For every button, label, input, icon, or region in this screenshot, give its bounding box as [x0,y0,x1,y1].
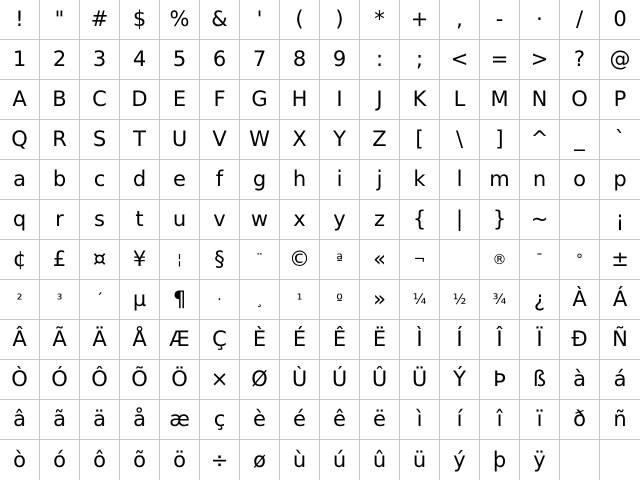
glyph-cell[interactable]: 5 [160,40,200,80]
glyph-cell[interactable]: ¢ [0,240,40,280]
glyph-cell[interactable]: ù [280,440,320,480]
glyph-cell[interactable]: ¼ [400,280,440,320]
glyph-cell[interactable]: i [320,160,360,200]
glyph-cell[interactable]: á [600,360,640,400]
glyph-cell[interactable]: ß [520,360,560,400]
glyph-cell[interactable]: ñ [600,400,640,440]
glyph-cell[interactable]: æ [160,400,200,440]
glyph-cell[interactable]: H [280,80,320,120]
glyph-cell[interactable]: Z [360,120,400,160]
glyph-cell[interactable]: u [160,200,200,240]
glyph-cell[interactable]: ° [560,240,600,280]
glyph-cell[interactable]: õ [120,440,160,480]
glyph-cell[interactable]: S [80,120,120,160]
glyph-cell[interactable]: Í [440,320,480,360]
glyph-cell[interactable]: ô [80,440,120,480]
glyph-cell[interactable]: è [240,400,280,440]
glyph-cell[interactable]: ¤ [80,240,120,280]
glyph-cell[interactable]: × [200,360,240,400]
glyph-cell[interactable]: ¾ [480,280,520,320]
glyph-cell[interactable]: ¡ [600,200,640,240]
glyph-cell[interactable]: ¶ [160,280,200,320]
glyph-cell[interactable]: Ù [280,360,320,400]
glyph-cell[interactable]: 4 [120,40,160,80]
glyph-cell[interactable]: r [40,200,80,240]
glyph-cell[interactable]: ¨ [240,240,280,280]
glyph-cell[interactable]: Ç [200,320,240,360]
glyph-cell[interactable]: ê [320,400,360,440]
glyph-cell[interactable]: ò [0,440,40,480]
glyph-cell[interactable]: V [200,120,240,160]
glyph-cell[interactable]: y [320,200,360,240]
glyph-cell[interactable]: ý [440,440,480,480]
glyph-cell[interactable]: Ý [440,360,480,400]
glyph-cell[interactable]: F [200,80,240,120]
glyph-cell[interactable]: - [480,0,520,40]
glyph-cell[interactable]: ì [400,400,440,440]
glyph-cell[interactable]: 1 [0,40,40,80]
glyph-cell[interactable]: | [440,200,480,240]
glyph-cell[interactable]: Ñ [600,320,640,360]
glyph-cell[interactable]: > [520,40,560,80]
glyph-cell[interactable]: Ü [400,360,440,400]
glyph-cell[interactable]: ® [480,240,520,280]
glyph-cell[interactable]: ø [240,440,280,480]
glyph-cell[interactable]: Ø [240,360,280,400]
glyph-cell[interactable]: É [280,320,320,360]
glyph-cell[interactable]: h [280,160,320,200]
glyph-cell[interactable]: Ô [80,360,120,400]
glyph-cell[interactable]: Ï [520,320,560,360]
glyph-cell[interactable]: A [0,80,40,120]
glyph-cell[interactable]: « [360,240,400,280]
glyph-cell[interactable] [560,200,600,240]
glyph-cell[interactable]: í [440,400,480,440]
glyph-cell[interactable]: N [520,80,560,120]
glyph-cell[interactable]: o [560,160,600,200]
glyph-cell[interactable]: ` [600,120,640,160]
glyph-cell[interactable]: ; [400,40,440,80]
glyph-cell[interactable]: z [360,200,400,240]
glyph-cell[interactable]: f [200,160,240,200]
glyph-cell[interactable]: = [480,40,520,80]
glyph-cell[interactable]: ¸ [240,280,280,320]
glyph-cell[interactable]: Û [360,360,400,400]
glyph-cell[interactable]: ¬ [400,240,440,280]
glyph-cell[interactable]: c [80,160,120,200]
glyph-cell[interactable]: l [440,160,480,200]
glyph-cell[interactable]: ð [560,400,600,440]
glyph-cell[interactable]: Ã [40,320,80,360]
glyph-cell[interactable]: ¥ [120,240,160,280]
glyph-cell[interactable]: ï [520,400,560,440]
glyph-cell[interactable]: + [400,0,440,40]
glyph-cell[interactable]: Ö [160,360,200,400]
glyph-cell[interactable]: 7 [240,40,280,80]
glyph-cell[interactable]: I [320,80,360,120]
glyph-cell[interactable]: ³ [40,280,80,320]
glyph-cell[interactable]: _ [560,120,600,160]
glyph-cell[interactable]: © [280,240,320,280]
glyph-cell[interactable]: · [200,280,240,320]
glyph-cell[interactable]: 8 [280,40,320,80]
glyph-cell[interactable]: 6 [200,40,240,80]
glyph-cell[interactable]: ! [0,0,40,40]
glyph-cell[interactable]: : [360,40,400,80]
glyph-cell[interactable]: P [600,80,640,120]
glyph-cell[interactable]: x [280,200,320,240]
glyph-cell[interactable]: $ [120,0,160,40]
glyph-cell[interactable]: ç [200,400,240,440]
glyph-cell[interactable]: 9 [320,40,360,80]
glyph-cell[interactable]: ë [360,400,400,440]
glyph-cell[interactable]: ? [560,40,600,80]
glyph-cell[interactable]: û [360,440,400,480]
glyph-cell[interactable]: Î [480,320,520,360]
glyph-cell[interactable]: ¹ [280,280,320,320]
glyph-cell[interactable]: * [360,0,400,40]
glyph-cell[interactable]: ú [320,440,360,480]
glyph-cell[interactable]: E [160,80,200,120]
glyph-cell[interactable]: K [400,80,440,120]
glyph-cell[interactable]: G [240,80,280,120]
glyph-cell[interactable]: Ì [400,320,440,360]
glyph-cell[interactable]: £ [40,240,80,280]
glyph-cell[interactable]: ^ [520,120,560,160]
glyph-cell[interactable]: ä [80,400,120,440]
glyph-cell[interactable]: , [440,0,480,40]
glyph-cell[interactable]: [ [400,120,440,160]
glyph-cell[interactable]: b [40,160,80,200]
glyph-cell[interactable]: · [520,0,560,40]
glyph-cell[interactable]: B [40,80,80,120]
glyph-cell[interactable]: â [0,400,40,440]
glyph-cell[interactable]: w [240,200,280,240]
glyph-cell[interactable]: X [280,120,320,160]
glyph-cell[interactable]: Ò [0,360,40,400]
glyph-cell[interactable]: È [240,320,280,360]
glyph-cell[interactable]: é [280,400,320,440]
glyph-cell[interactable]: Ó [40,360,80,400]
glyph-cell[interactable]: 2 [40,40,80,80]
glyph-cell[interactable]: M [480,80,520,120]
glyph-cell[interactable] [440,240,480,280]
glyph-cell[interactable]: \ [440,120,480,160]
glyph-cell[interactable]: < [440,40,480,80]
glyph-cell[interactable]: n [520,160,560,200]
glyph-cell[interactable]: Ú [320,360,360,400]
glyph-cell[interactable]: m [480,160,520,200]
glyph-cell[interactable]: / [560,0,600,40]
glyph-cell[interactable]: Ð [560,320,600,360]
glyph-cell[interactable]: ± [600,240,640,280]
glyph-cell[interactable]: » [360,280,400,320]
glyph-cell[interactable]: ÷ [200,440,240,480]
glyph-cell[interactable]: Õ [120,360,160,400]
glyph-cell[interactable]: Þ [480,360,520,400]
glyph-cell[interactable]: & [200,0,240,40]
glyph-cell[interactable]: R [40,120,80,160]
glyph-cell[interactable]: % [160,0,200,40]
glyph-cell[interactable]: Â [0,320,40,360]
glyph-cell[interactable]: q [0,200,40,240]
glyph-cell[interactable]: ] [480,120,520,160]
glyph-cell[interactable]: j [360,160,400,200]
glyph-cell[interactable]: ÿ [520,440,560,480]
glyph-cell[interactable]: à [560,360,600,400]
glyph-cell[interactable]: } [480,200,520,240]
glyph-cell[interactable]: g [240,160,280,200]
glyph-cell[interactable]: J [360,80,400,120]
glyph-cell[interactable]: D [120,80,160,120]
glyph-cell[interactable] [560,440,600,480]
glyph-cell[interactable]: ' [240,0,280,40]
glyph-cell[interactable]: d [120,160,160,200]
glyph-cell[interactable]: ´ [80,280,120,320]
glyph-cell[interactable]: ~ [520,200,560,240]
glyph-cell[interactable]: { [400,200,440,240]
glyph-cell[interactable]: @ [600,40,640,80]
glyph-cell[interactable]: # [80,0,120,40]
glyph-cell[interactable]: ó [40,440,80,480]
glyph-cell[interactable]: ½ [440,280,480,320]
glyph-cell[interactable]: W [240,120,280,160]
glyph-cell[interactable]: ¦ [160,240,200,280]
glyph-cell[interactable]: C [80,80,120,120]
glyph-cell[interactable]: å [120,400,160,440]
glyph-cell[interactable]: Á [600,280,640,320]
glyph-cell[interactable]: 0 [600,0,640,40]
glyph-cell[interactable]: º [320,280,360,320]
glyph-cell[interactable]: Æ [160,320,200,360]
glyph-cell[interactable]: § [200,240,240,280]
glyph-cell[interactable]: U [160,120,200,160]
glyph-cell[interactable]: 3 [80,40,120,80]
glyph-cell[interactable]: î [480,400,520,440]
glyph-cell[interactable]: ¯ [520,240,560,280]
glyph-cell[interactable]: s [80,200,120,240]
glyph-cell[interactable]: ö [160,440,200,480]
glyph-cell[interactable]: Å [120,320,160,360]
glyph-cell[interactable] [600,440,640,480]
glyph-cell[interactable]: Y [320,120,360,160]
glyph-cell[interactable]: t [120,200,160,240]
glyph-cell[interactable]: p [600,160,640,200]
glyph-cell[interactable]: Q [0,120,40,160]
glyph-cell[interactable]: þ [480,440,520,480]
glyph-cell[interactable]: ü [400,440,440,480]
glyph-cell[interactable]: ¿ [520,280,560,320]
glyph-cell[interactable]: e [160,160,200,200]
glyph-cell[interactable]: ã [40,400,80,440]
glyph-cell[interactable]: ) [320,0,360,40]
glyph-cell[interactable]: Ä [80,320,120,360]
glyph-cell[interactable]: " [40,0,80,40]
glyph-cell[interactable]: ( [280,0,320,40]
glyph-cell[interactable]: L [440,80,480,120]
glyph-cell[interactable]: k [400,160,440,200]
glyph-cell[interactable]: µ [120,280,160,320]
glyph-cell[interactable]: ª [320,240,360,280]
glyph-cell[interactable]: a [0,160,40,200]
glyph-cell[interactable]: T [120,120,160,160]
glyph-cell[interactable]: Ë [360,320,400,360]
glyph-cell[interactable]: O [560,80,600,120]
glyph-cell[interactable]: À [560,280,600,320]
glyph-cell[interactable]: v [200,200,240,240]
glyph-cell[interactable]: Ê [320,320,360,360]
glyph-cell[interactable]: ² [0,280,40,320]
